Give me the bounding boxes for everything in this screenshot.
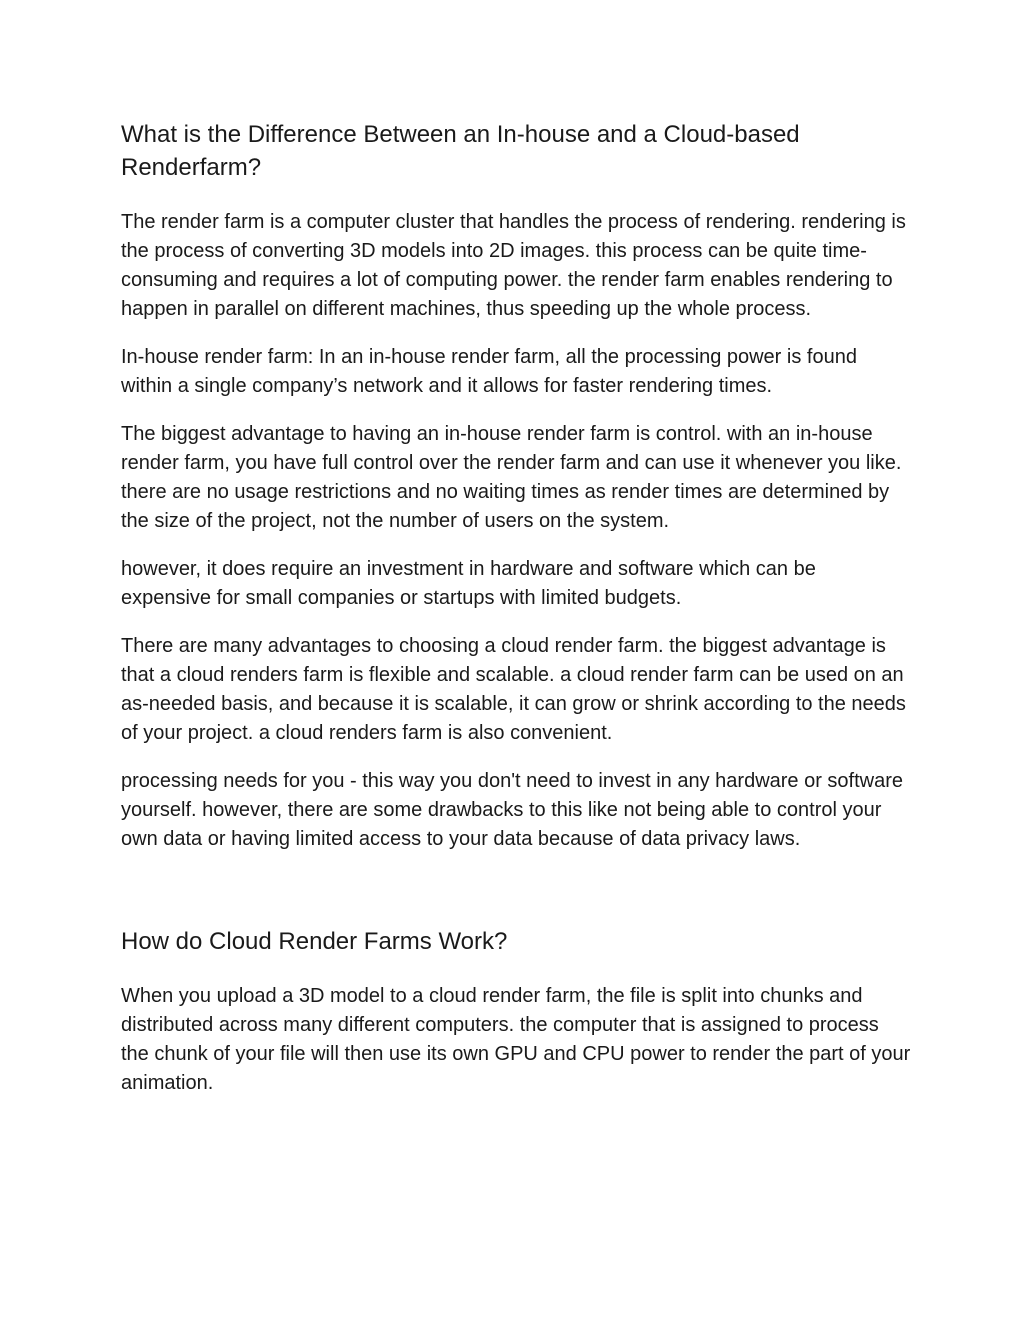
section-spacer — [121, 873, 911, 925]
paragraph-in-house-cost: however, it does require an investment in hardware and software which can be expensive for small companies or startups with limited budgets. — [121, 558, 816, 609]
document-page — [121, 118, 911, 1117]
section-heading-how-it-works: How do Cloud Render Farms Work? — [121, 928, 508, 955]
paragraph-in-house-definition: In-house render farm: In an in-house render farm, all the processing power is found within a single company’s network and it allows for faster rendering times. — [121, 346, 857, 397]
section-heading-difference: What is the Difference Between an In-house and a Cloud-based Renderfarm? — [121, 121, 800, 181]
paragraph-cloud-drawbacks: processing needs for you - this way you don't need to invest in any hardware or software yourself. however, there are some drawbacks to this like not being able to control your own data or having limited access to your data because of data privacy laws. — [121, 770, 904, 850]
paragraph-render-farm-definition: The render farm is a computer cluster that handles the process of rendering. rendering is the process of converting 3D models into 2D images. this process can be quite time-consuming and requires a lot of computing power. the render farm enables rendering to happen in parallel on different machines, thus speeding up the whole process. — [121, 211, 906, 320]
paragraph-cloud-process: When you upload a 3D model to a cloud render farm, the file is split into chunks and distributed across many different computers. the computer that is assigned to process the chunk of your file will then use its own GPU and CPU power to render the part of your animation. — [121, 985, 911, 1094]
paragraph-cloud-advantages: There are many advantages to choosing a cloud render farm. the biggest advantage is that a cloud renders farm is flexible and scalable. a cloud render farm can be used on an as-needed basis, and because it is scalable, it can grow or shrink according to the needs of your project. a cloud renders farm is also convenient. — [121, 635, 906, 744]
paragraph-in-house-advantage: The biggest advantage to having an in-house render farm is control. with an in-house render farm, you have full control over the render farm and can use it whenever you like. there are no usage restrictions and no waiting times as render times are determined by the size of the project, not the number of users on the system. — [121, 423, 902, 532]
